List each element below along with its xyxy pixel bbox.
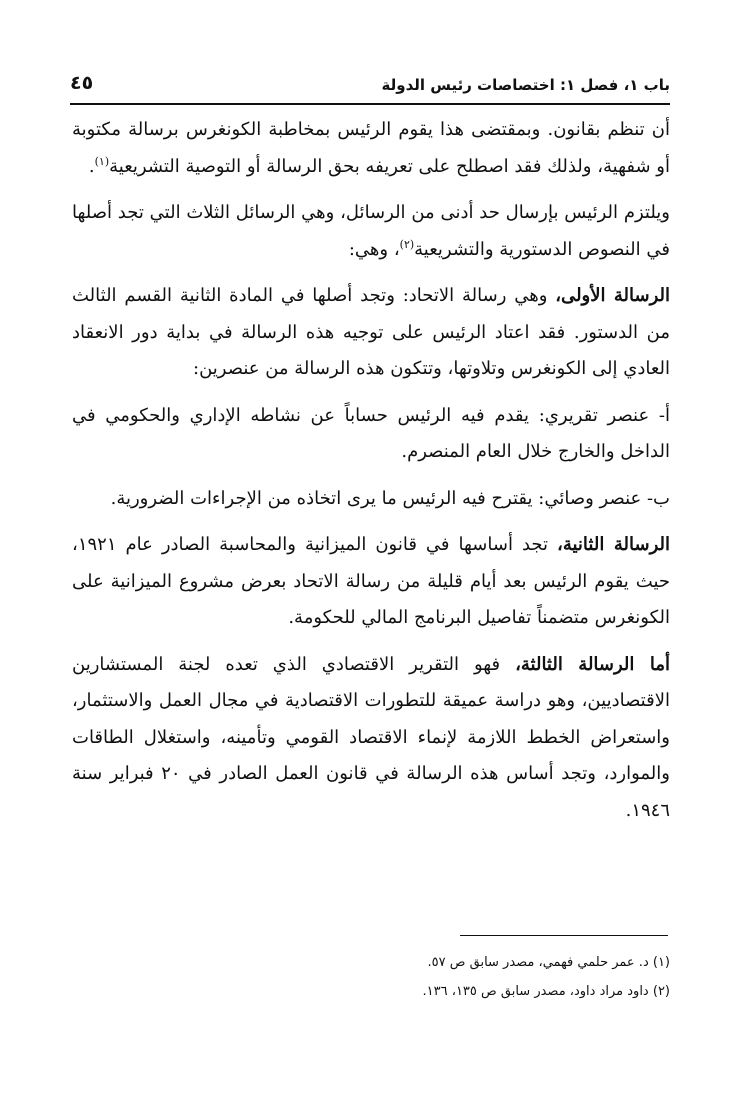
paragraph-lead: الرسالة الأولى، <box>555 285 670 306</box>
running-header <box>70 70 670 100</box>
paragraph-text: ، وهي: <box>348 238 400 260</box>
page-number: ٤٥ <box>70 72 94 94</box>
footnote: (٢) داود مراد داود، مصدر سابق ص ١٣٥، ١٣٦. <box>422 984 670 999</box>
footnote-divider <box>460 935 668 936</box>
paragraph <box>72 112 670 185</box>
paragraph: ب- عنصر وصائي: يقترح فيه الرئيس ما يرى اتخاذه من الإجراءات الضرورية. <box>110 487 670 509</box>
paragraph-lead: الرسالة الثانية، <box>557 534 670 555</box>
paragraph: أ- عنصر تقريري: يقدم فيه الرئيس حساباً عن نشاطه الإداري والحكومي في الداخل والخارج خلال العام المنصرم. <box>72 404 670 462</box>
paragraph-lead: أما الرسالة الثالثة، <box>515 653 670 675</box>
footnote: (١) د. عمر حلمي فهمي، مصدر سابق ص ٥٧. <box>427 955 670 970</box>
paragraph-text: ويلتزم الرئيس بإرسال حد أدنى من الرسائل، وهي الرسائل الثلاث التي تجد أصلها في النصوص الدستورية والتشريعية <box>72 202 670 260</box>
footnote-marker: (١) <box>94 154 110 168</box>
paragraph-text: . <box>88 155 95 177</box>
paragraph-text: وهي رسالة الاتحاد: وتجد أصلها في المادة الثانية القسم الثالث من الدستور. فقد اعتاد الرئيس على توجيه هذه الرسالة في بداية دور الانعقاد العادي إلى الكونغرس وتلاوتها، وتتكون هذه الرسالة من عنصرين: <box>72 285 670 379</box>
paragraph-text: أن تنظم بقانون. وبمقتضى هذا يقوم الرئيس بمخاطبة الكونغرس برسالة مكتوبة أو شفهية، ولذلك فقد اصطلح على تعريفه بحق الرسالة أو التوصية التشريعية <box>72 119 670 177</box>
paragraph-text: تجد أساسها في قانون الميزانية والمحاسبة الصادر عام ١٩٢١، حيث يقوم الرئيس بعد أيام قليلة من رسالة الاتحاد بعرض مشروع الميزانية على الكونغرس متضمناً تفاصيل البرنامج المالي للحكومة. <box>72 534 670 628</box>
paragraph <box>72 278 670 388</box>
header-divider <box>70 103 670 105</box>
chapter-title: باب ١، فصل ١: اختصاصات رئيس الدولة <box>381 76 670 94</box>
paragraph-text: فهو التقرير الاقتصادي الذي تعده لجنة المستشارين الاقتصاديين، وهو دراسة عميقة للتطورات الاقتصادية في مجال العمل والاستثمار، واستعراض الخطط اللازمة لإنماء الاقتصاد القومي وتأمينه، واستغلال الطاقات والموارد، وتجد أساس هذه الرسالة في قانون العمل الصادر في ٢٠ فبراير سنة ١٩٤٦. <box>72 653 670 821</box>
footnotes <box>200 948 670 1006</box>
paragraph <box>72 527 670 637</box>
paragraph <box>72 195 670 268</box>
body-text <box>72 112 670 839</box>
footnote-marker: (٢) <box>399 237 415 251</box>
paragraph <box>72 647 670 830</box>
